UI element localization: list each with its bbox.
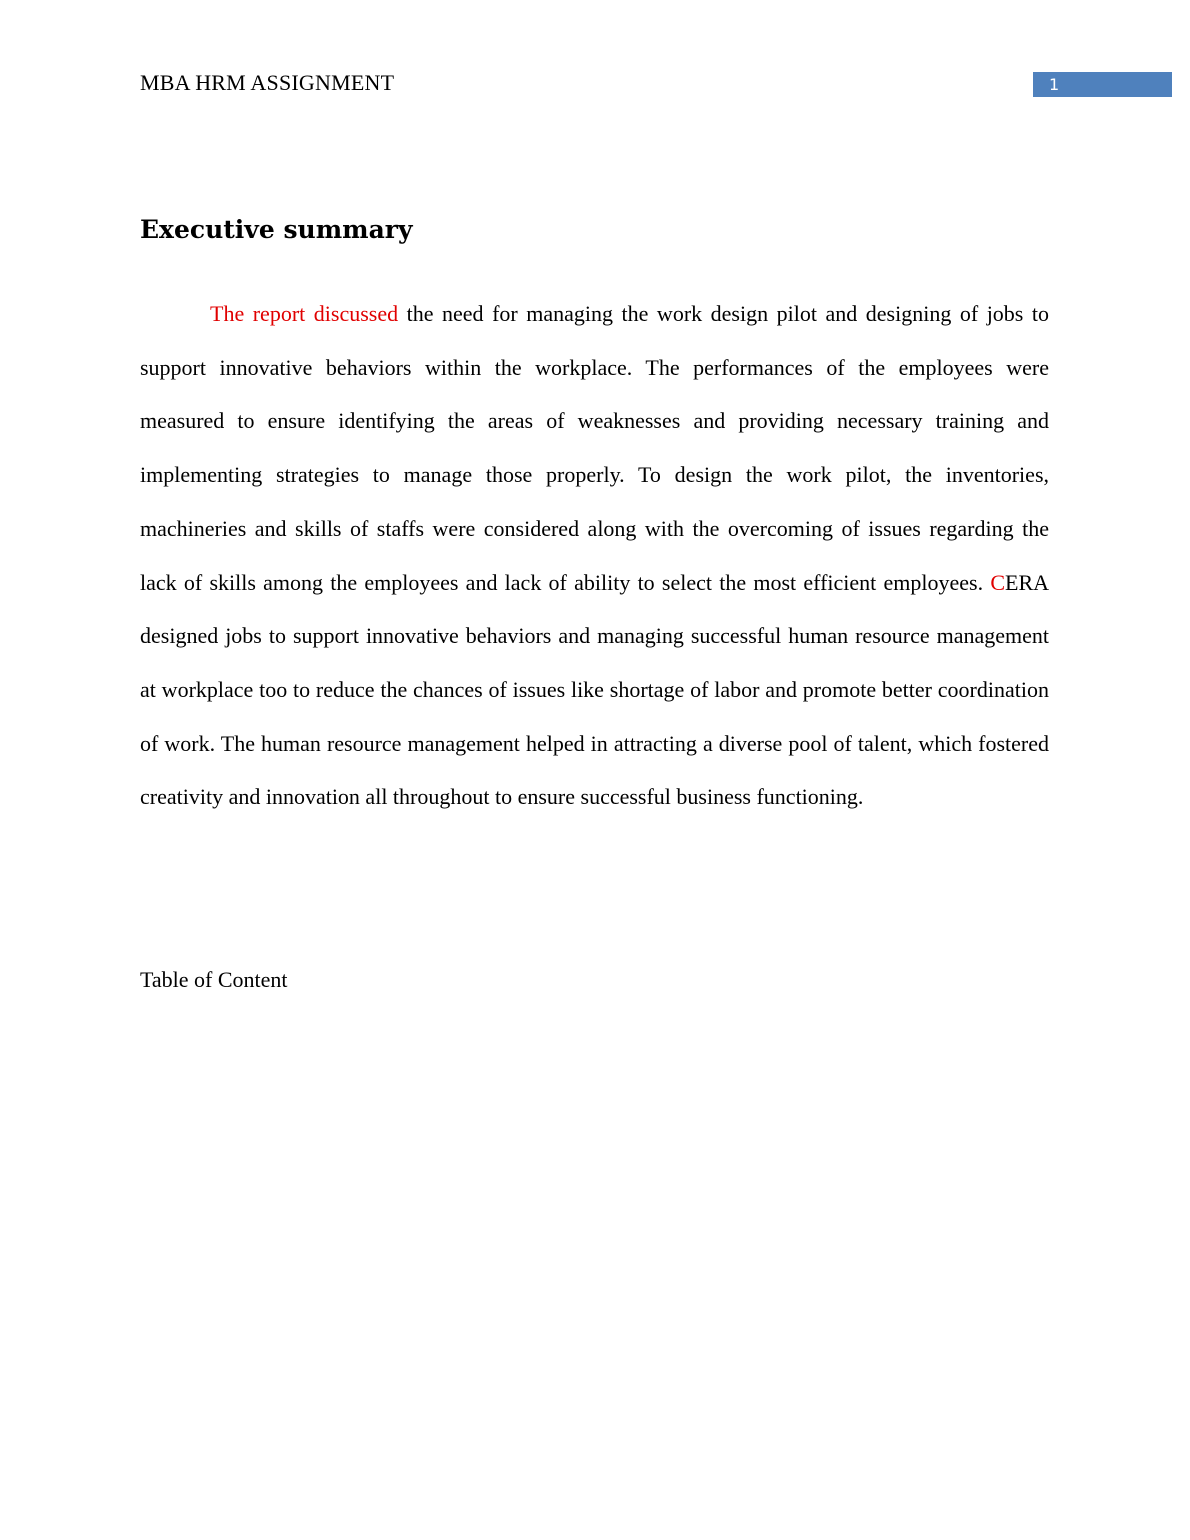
- highlighted-letter: C: [990, 569, 1005, 595]
- summary-text-part1: the need for managing the work design pilot and designing of jobs to support innovative behaviors within the workplace. The performances of the employees were measured to ensure identifying the areas of weaknesses and providing necessary training and implementing strategies to manage those properly. To design the work pilot, the inventories, machineries and skills of staffs were considered along with the overcoming of issues regarding the lack of skills among the employees and lack of ability to select the most efficient employees.: [140, 301, 1050, 595]
- header-title: MBA HRM ASSIGNMENT: [140, 70, 395, 95]
- section-heading: Executive summary: [140, 215, 413, 244]
- executive-summary-paragraph: [140, 287, 1049, 824]
- page-number-badge: [1033, 72, 1172, 97]
- highlighted-phrase: The report discussed: [210, 301, 399, 326]
- page-number: 1: [1049, 75, 1060, 94]
- table-of-content-label: Table of Content: [140, 967, 288, 992]
- summary-text-part2: ERA designed jobs to support innovative behaviors and managing successful human resource management at workplace too to reduce the chances of issues like shortage of labor and promote better coordination of work. The human resource management helped in attracting a diverse pool of talent, which fostered creativity and innovation all throughout to ensure successful business functioning.: [140, 569, 1049, 810]
